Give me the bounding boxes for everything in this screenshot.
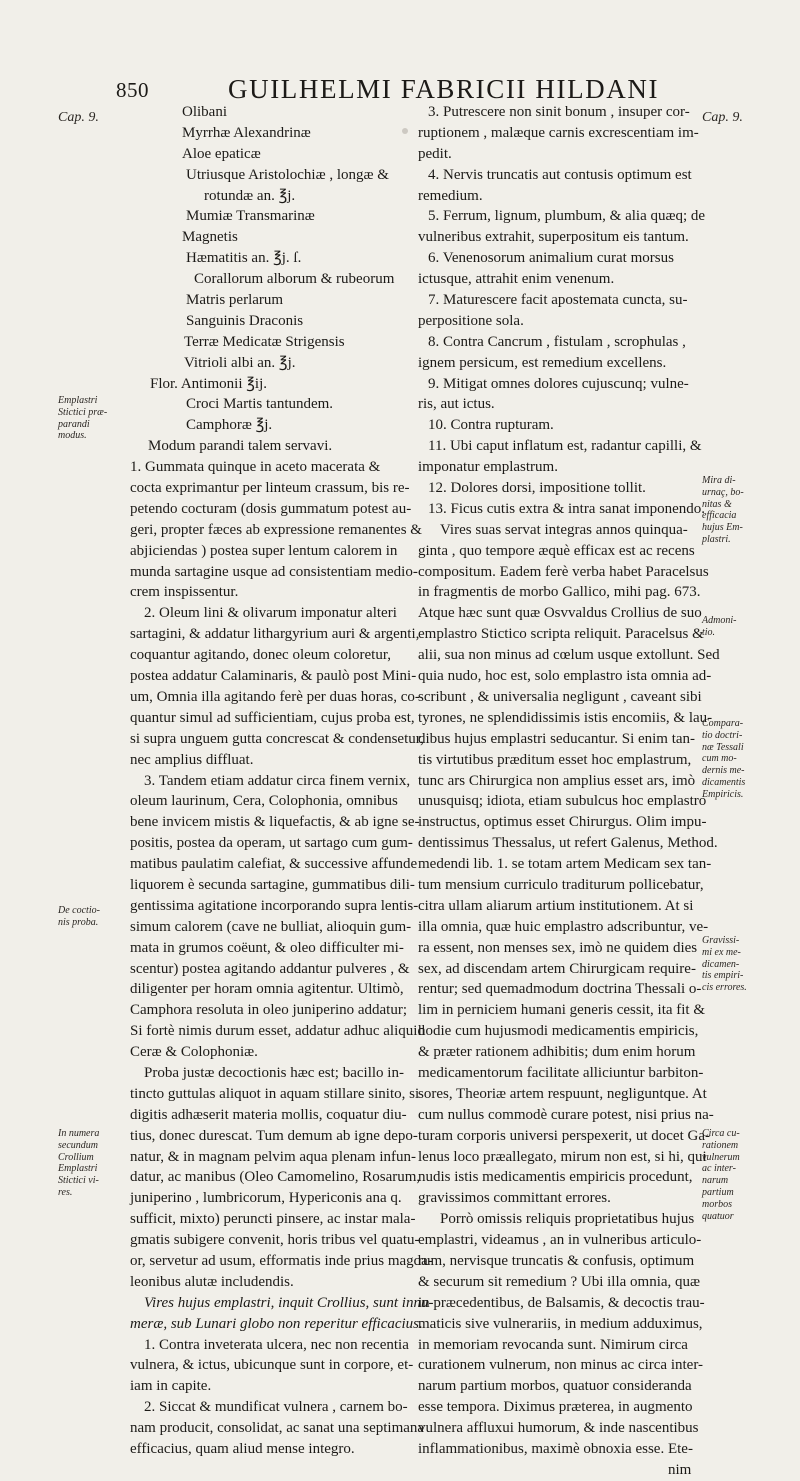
text-line: remedium. bbox=[418, 187, 483, 204]
text-line: liquorem è secunda sartagine, gummatibus dili- bbox=[130, 876, 415, 893]
text-line: tum mensium curriculo traditurum pollicebatur, bbox=[418, 876, 704, 893]
text-line: geri, propter fæces ab expressione remanentes & bbox=[130, 521, 422, 538]
text-line: vulnera affluxui humorum, & inde nascentibus bbox=[418, 1420, 699, 1437]
text-line: tunc ars Chirurgica non amplius esset ars, imò bbox=[418, 772, 696, 789]
text-line: perpositione sola. bbox=[418, 312, 524, 329]
text-line: munda sartagine usque ad consistentiam medio- bbox=[130, 563, 418, 580]
text-line: mata in grumos coëunt, & oleo difficulter mi- bbox=[130, 939, 404, 956]
text-line: sufficit, mixto) peruncti pinsere, ac instar mala- bbox=[130, 1211, 416, 1228]
text-line: nudis istis medicamentis empiricis procedunt, bbox=[418, 1169, 693, 1186]
text-line: 3. Tandem etiam addatur circa finem vernix, bbox=[144, 772, 411, 789]
text-line: or, servetur ad usum, efformatis inde prius magda- bbox=[130, 1252, 433, 1269]
text-line: in præcedentibus, de Balsamis, & decoctis trau- bbox=[418, 1294, 705, 1311]
text-line: emplastro Stictico scripta reliquit. Paracelsus & bbox=[418, 626, 704, 643]
text-line: 1. Contra inveterata ulcera, nec non recentia bbox=[144, 1336, 409, 1353]
text-line: crem inspissentur. bbox=[130, 584, 239, 601]
page-number: 850 bbox=[116, 78, 149, 102]
text-line: leonibus alutæ includendis. bbox=[130, 1273, 294, 1290]
text-line: nam producit, consolidat, ac sanat una septimana bbox=[130, 1420, 425, 1437]
text-line: compositum. Eadem ferè verba habet Paracelsus bbox=[418, 563, 709, 580]
text-line: Porrò omissis reliquis proprietatibus hujus bbox=[440, 1211, 695, 1228]
text-line: maticis sive vulnerariis, in medium adduximus, bbox=[418, 1315, 703, 1332]
text-line: 2. Oleum lini & olivarum imponatur alteri bbox=[144, 605, 397, 622]
text-line: Terræ Medicatæ Strigensis bbox=[184, 333, 345, 350]
text-line: citra ullam aliarum artium institutionem. At si bbox=[418, 897, 694, 914]
text-line: sartagini, & addatur lithargyrium auri & argenti, bbox=[130, 626, 420, 643]
text-line: Hæmatitis an. ℥j. ſ. bbox=[186, 250, 302, 267]
text-line: coquantur agitando, donec oleum coloretur, bbox=[130, 647, 391, 664]
text-line: Olibani bbox=[182, 104, 227, 120]
text-line: 9. Mitigat omnes dolores cujuscunq; vulne- bbox=[428, 375, 689, 392]
text-line: ignem persicum, est remedium excellens. bbox=[418, 354, 667, 371]
margin-note: In numera secundum Crollium Emplastri Stictici vi- res. bbox=[58, 1128, 100, 1198]
text-line: tius, donec durescat. Tum demum ab igne depo- bbox=[130, 1127, 418, 1144]
text-line: vulnera, & ictus, ubicunque sunt in corpore, et- bbox=[130, 1357, 414, 1374]
text-line: Sanguinis Draconis bbox=[186, 312, 304, 329]
text-line: diligenter per horam omnia agitentur. Ultimò, bbox=[130, 981, 404, 998]
text-line: Croci Martis tantundem. bbox=[186, 396, 334, 413]
left-text-column bbox=[130, 102, 434, 1460]
margin-note: Admoni- tio. bbox=[702, 615, 737, 638]
text-line: dentissimus Thessalus, ut refert Galenus, Method. bbox=[418, 835, 718, 852]
text-line: Matris perlarum bbox=[186, 292, 284, 309]
text-line: matibus paulatim calefiat, & successive affunde bbox=[130, 856, 418, 873]
text-line: vulneribus extrahit, superpositum eis tantum. bbox=[418, 229, 689, 246]
text-line: datur, ac manibus (Oleo Camomelino, Rosarum, bbox=[130, 1169, 421, 1186]
margin-note: Circa cu- rationem vulnerum ac inter- narum partium morbos quatuor bbox=[702, 1128, 740, 1222]
text-line: turam corporis universi perspexerit, ut docet Ga- bbox=[418, 1127, 710, 1144]
text-line: juniperino , lumbricorum, Hypericonis ana q. bbox=[130, 1190, 402, 1207]
text-line: 10. Contra rupturam. bbox=[428, 417, 554, 434]
text-line: rentur; sed quemadmodum doctrina Thessali o- bbox=[418, 981, 702, 998]
text-line: petendo cocturam (dosis gummatum potest au- bbox=[130, 500, 412, 517]
margin-note: Mira di- urnaç, bo- nitas & efficacia hujus Em- plastri. bbox=[702, 475, 744, 545]
text-line: Si fortè nimis durum esset, addatur adhuc aliquid bbox=[130, 1023, 425, 1040]
text-line: tis virtutibus præditum esset hoc emplastrum, bbox=[418, 751, 692, 768]
text-line: medendi lib. 1. se totam artem Medicam sex tan- bbox=[418, 856, 712, 873]
text-line: alii, sua non minus ad cœlum usque extollunt. Sed bbox=[418, 647, 720, 664]
text-line: ruptionem , malæque carnis excrescentiam im- bbox=[418, 124, 699, 141]
text-line: Vires suas servat integras annos quinqua- bbox=[440, 521, 688, 538]
text-line: unusquisq; idiota, etiam subulcus hoc emplastro bbox=[418, 793, 707, 810]
text-line: quantur simul ad sufficientiam, cujus proba est, bbox=[130, 709, 415, 726]
text-line: Ceræ & Colophoniæ. bbox=[130, 1044, 258, 1061]
text-line: quia nudo, hoc est, solo emplastro ista omnia ad- bbox=[418, 668, 712, 685]
margin-note: Emplastri Stictici præ- parandi modus. bbox=[58, 395, 108, 442]
text-line: um, Omnia illa agitando ferè per duas horas, co- bbox=[130, 688, 420, 705]
text-line: digitis adhæserit materia mollis, coquatur diu- bbox=[130, 1106, 407, 1123]
text-line: nim bbox=[668, 1461, 692, 1478]
text-line: tyrones, ne splendidissimis istis encomiis, & lau- bbox=[418, 709, 713, 726]
text-line: 4. Nervis truncatis aut contusis optimum est bbox=[428, 166, 692, 183]
text-line: ra essent, non menses sex, imò ne quidem dies bbox=[418, 939, 698, 956]
text-line: 12. Dolores dorsi, impositione tollit. bbox=[428, 480, 646, 497]
text-line: 8. Contra Cancrum , fistulam , scrophulas , bbox=[428, 333, 686, 350]
running-title: GUILHELMI FABRICII HILDANI bbox=[228, 74, 660, 104]
text-line: rotundæ an. ℥j. bbox=[204, 187, 296, 204]
text-line: sex, ad discendam artem Chirurgicam require- bbox=[418, 960, 696, 977]
text-line: emplastri, videamus , an in vulneribus articulo- bbox=[418, 1232, 702, 1249]
text-line: Utriusque Aristolochiæ , longæ & bbox=[186, 166, 389, 183]
text-line: ris, aut ictus. bbox=[418, 396, 495, 413]
text-line: cocta exprimantur per linteum crassum, bis re- bbox=[130, 480, 410, 497]
text-line: efficacius, quam aliud mense integro. bbox=[130, 1441, 355, 1457]
text-line: inflammationibus, maximè obnoxia esse. Ete- bbox=[418, 1441, 693, 1457]
text-line: bene invicem mistis & liquefactis, & ab igne se- bbox=[130, 814, 420, 831]
text-line: tincto guttulas aliquot in aquam stillare sinito, si bbox=[130, 1085, 420, 1102]
margin-note: De coctio- nis proba. bbox=[58, 905, 100, 928]
text-line: Mumiæ Transmarinæ bbox=[186, 208, 315, 225]
text-line: gravissimos committant errores. bbox=[418, 1190, 611, 1207]
text-line: ginta , quo tempore æquè efficax est ac recens bbox=[418, 542, 695, 559]
text-line: lim in perniciem humani generis cessit, ita fit & bbox=[418, 1002, 706, 1019]
text-line: sores, Theoriæ artem respuunt, negliguntque. At bbox=[418, 1085, 707, 1102]
text-line: Camphoræ ℥j. bbox=[186, 417, 273, 434]
text-line: narum partium morbos, quatuor consideranda bbox=[418, 1378, 692, 1395]
margin-note: Cap. 9. bbox=[702, 110, 743, 125]
text-line: 13. Ficus cutis extra & intra sanat imponendo. bbox=[428, 500, 706, 517]
text-line: Corallorum alborum & rubeorum bbox=[194, 271, 395, 288]
text-line: Camphora resoluta in oleo juniperino addatur; bbox=[130, 1002, 408, 1019]
text-line: 5. Ferrum, lignum, plumbum, & alia quæq; de bbox=[428, 208, 706, 225]
text-line: rum, nervisque truncatis & confusis, optimum bbox=[418, 1252, 695, 1269]
text-line: in memoriam revocanda sunt. Nimirum circa bbox=[418, 1336, 688, 1353]
text-line: 1. Gummata quinque in aceto macerata & bbox=[130, 459, 381, 476]
text-line: gentissima agitatione incorporando supra lentis- bbox=[130, 897, 419, 914]
text-line: Vires hujus emplastri, inquit Crollius, sunt innu- bbox=[144, 1294, 434, 1311]
text-line: nec amplius diffluat. bbox=[130, 751, 254, 768]
text-line: medicamentorum facilitate alliciuntur barbiton- bbox=[418, 1064, 704, 1081]
text-line: imponatur emplastrum. bbox=[418, 459, 558, 476]
text-line: Modum parandi talem servavi. bbox=[148, 438, 333, 455]
text-line: lenus loco præallegato, mirum non est, si hi, qui bbox=[418, 1148, 707, 1165]
text-line: scribunt , & universalia negligunt , caveant sibi bbox=[418, 688, 702, 705]
text-line: 3. Putrescere non sinit bonum , insuper cor- bbox=[428, 104, 690, 120]
text-line: hodie cum hujusmodi medicamentis empiricis, bbox=[418, 1023, 699, 1040]
text-line: Proba justæ decoctionis hæc est; bacillo in- bbox=[144, 1064, 404, 1081]
text-line: si supra unguem gutta concrescat & condensetur, bbox=[130, 730, 424, 747]
text-line: 11. Ubi caput inflatum est, radantur capilli, & bbox=[428, 438, 702, 455]
text-line: Vitrioli albi an. ℥j. bbox=[184, 354, 296, 371]
margin-note: Cap. 9. bbox=[58, 110, 99, 125]
margin-note: Gravissi- mi ex me- dicamen- tis empiri- cis errores. bbox=[702, 935, 747, 994]
text-line: in fragmentis de morbo Gallico, mihi pag. 673. bbox=[418, 584, 701, 601]
text-line: 2. Siccat & mundificat vulnera , carnem bo- bbox=[144, 1399, 408, 1416]
text-line: instructus, optimus esset Chirurgus. Olim impu- bbox=[418, 814, 707, 831]
ink-speck bbox=[402, 128, 408, 134]
text-line: postea addatur Calaminaris, & paulò post Mini- bbox=[130, 668, 417, 685]
text-line: natur, & in magnam pelvim aqua plenam infun- bbox=[130, 1148, 416, 1165]
text-line: Atque hæc sunt quæ Osvvaldus Crollius de suo bbox=[418, 605, 702, 622]
text-line: & securum sit remedium ? Ubi illa omnia, quæ bbox=[418, 1273, 701, 1290]
text-line: iam in capite. bbox=[130, 1378, 212, 1395]
text-line: Flor. Antimonii ℥ij. bbox=[150, 375, 268, 392]
text-line: Magnetis bbox=[182, 229, 238, 246]
text-line: gmatis subigere convenit, horis tribus vel quatu- bbox=[130, 1232, 420, 1249]
margin-note: Compara- tio doctri- næ Tessali cum mo- dernis me- dicamentis Empiricis. bbox=[702, 718, 746, 800]
text-line: Myrrhæ Alexandrinæ bbox=[182, 124, 311, 141]
text-line: dibus hujus emplastri seducantur. Si enim tan- bbox=[418, 730, 696, 747]
text-line: esse tempora. Diximus præterea, in augmento bbox=[418, 1399, 693, 1416]
text-line: & præter rationem adhibitis; dum enim horum bbox=[418, 1044, 696, 1061]
text-line: cum nullus commodè curare potest, nisi prius na- bbox=[418, 1106, 714, 1123]
text-line: positis, postea da operam, ut sartago cum gum- bbox=[130, 835, 413, 852]
text-line: Aloe epaticæ bbox=[182, 145, 261, 162]
text-line: oleum laurinum, Cera, Colophonia, omnibus bbox=[130, 793, 398, 810]
text-line: 6. Venenosorum animalium curat morsus bbox=[428, 250, 674, 267]
text-line: simum calorem (cave ne bulliat, alioquin gum- bbox=[130, 918, 412, 935]
text-line: pedit. bbox=[418, 145, 452, 162]
text-line: ictusque, attrahit enim venenum. bbox=[418, 271, 615, 288]
text-line: abjiciendas ) postea super lentum calorem in bbox=[130, 542, 398, 559]
text-line: curationem vulnerum, non minus ac circa inter- bbox=[418, 1357, 704, 1374]
text-line: meræ, sub Lunari globo non reperitur efficacius. bbox=[130, 1315, 423, 1332]
text-line: illa omnia, quæ huic emplastro adscribuntur, ve- bbox=[418, 918, 709, 935]
text-line: 7. Maturescere facit apostemata cuncta, su- bbox=[428, 292, 688, 309]
text-line: scentur) postea agitando addantur pulveres , & bbox=[130, 960, 410, 977]
